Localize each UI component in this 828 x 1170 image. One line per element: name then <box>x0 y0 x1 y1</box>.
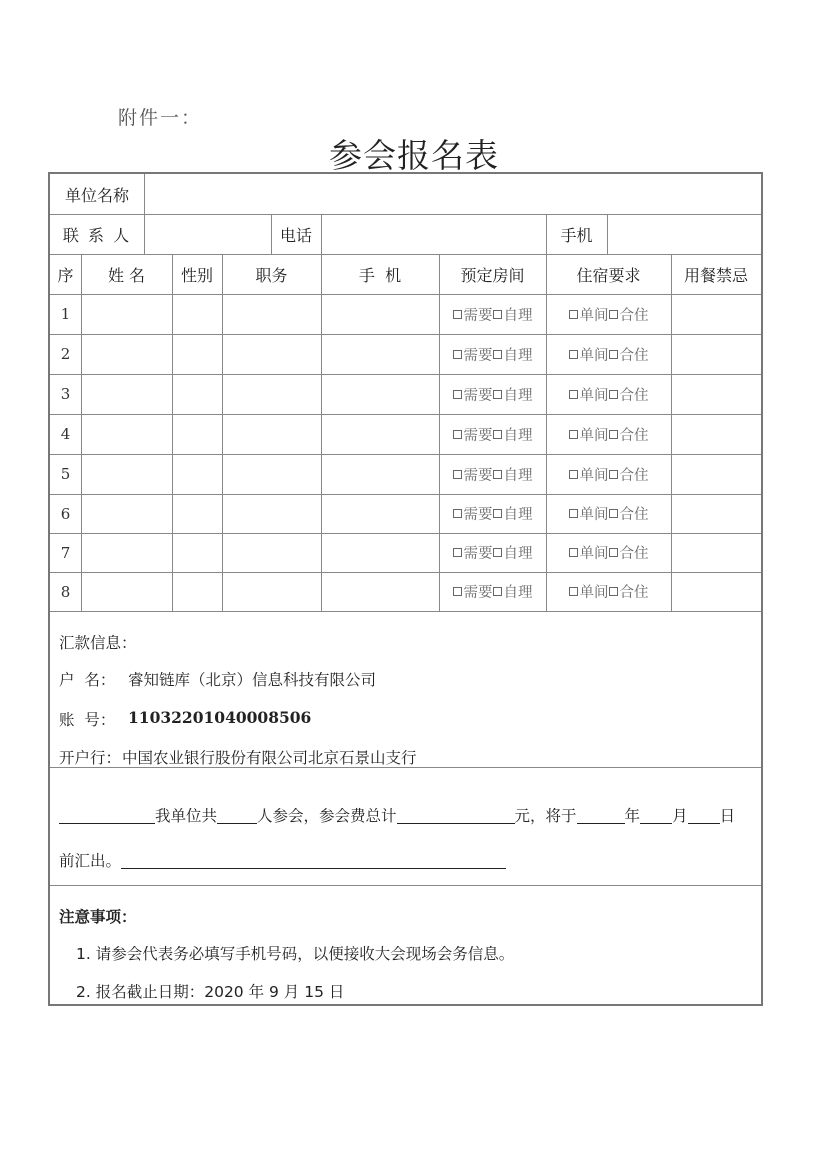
row-number: 6 <box>60 504 71 523</box>
notes-heading: 注意事项： <box>59 908 137 926</box>
room-options <box>439 414 546 454</box>
checkbox[interactable] <box>609 587 618 596</box>
room-option-label: 需要 <box>463 585 493 601</box>
checkbox[interactable] <box>453 470 462 479</box>
row-number: 8 <box>60 582 71 601</box>
bank-name: 中国农业银行股份有限公司北京石景山支行 <box>122 749 417 767</box>
room-options <box>439 533 546 572</box>
divider <box>81 254 82 611</box>
header-dietary: 用餐禁忌 <box>683 265 748 285</box>
fee-sentence <box>59 804 735 826</box>
stay-option-label: 单间 <box>579 467 609 484</box>
room-options <box>439 294 546 334</box>
checkbox[interactable] <box>609 350 618 359</box>
account-number-label: 账 号： <box>59 711 116 729</box>
stay-option-label: 单间 <box>579 585 609 601</box>
row-number: 1 <box>60 305 71 323</box>
registration-form <box>48 172 763 1006</box>
fee-sentence-end <box>59 849 506 871</box>
checkbox[interactable] <box>453 310 462 319</box>
stay-option-label: 单间 <box>579 347 609 364</box>
stay-option-label: 合住 <box>619 585 649 601</box>
form-title: 参会报名表 <box>329 136 499 175</box>
room-option-label: 自理 <box>503 467 533 484</box>
checkbox[interactable] <box>609 390 618 399</box>
header-accommodation: 住宿要求 <box>576 265 641 285</box>
stay-option-label: 合住 <box>619 427 649 444</box>
checkbox[interactable] <box>453 587 462 596</box>
fee-total-blank[interactable] <box>397 805 515 824</box>
room-option-label: 自理 <box>503 427 533 444</box>
divider <box>671 254 672 611</box>
row-number: 7 <box>60 543 71 562</box>
accommodation-options <box>546 572 671 611</box>
day-blank[interactable] <box>688 805 720 824</box>
checkbox[interactable] <box>453 548 462 557</box>
stay-option-label: 单间 <box>579 427 609 444</box>
unit-name-label: 单位名称 <box>64 185 129 205</box>
room-options <box>439 494 546 533</box>
room-option-label: 需要 <box>463 467 493 484</box>
fee-text: 我单位共 <box>155 807 218 825</box>
phone-field[interactable] <box>322 214 546 254</box>
checkbox[interactable] <box>569 390 578 399</box>
attachment-label: 附件一： <box>118 107 203 129</box>
stay-option-label: 合住 <box>619 307 649 324</box>
checkbox[interactable] <box>493 470 502 479</box>
accommodation-options <box>546 374 671 414</box>
checkbox[interactable] <box>493 310 502 319</box>
room-option-label: 自理 <box>503 585 533 601</box>
checkbox[interactable] <box>493 350 502 359</box>
unit-name-field[interactable] <box>145 174 761 214</box>
account-name: 睿知链库（北京）信息科技有限公司 <box>128 671 377 689</box>
payment-heading: 汇款信息： <box>59 634 137 652</box>
checkbox[interactable] <box>453 509 462 518</box>
stay-option-label: 单间 <box>579 546 609 562</box>
row-number: 2 <box>60 345 71 363</box>
stay-option-label: 合住 <box>619 546 649 562</box>
checkbox[interactable] <box>609 509 618 518</box>
checkbox[interactable] <box>453 390 462 399</box>
room-option-label: 自理 <box>503 546 533 562</box>
header-index: 序 <box>57 265 74 285</box>
room-options <box>439 572 546 611</box>
contact-person-field[interactable] <box>145 214 271 254</box>
checkbox[interactable] <box>569 548 578 557</box>
divider <box>50 885 761 886</box>
mobile-field[interactable] <box>608 214 761 254</box>
header-room: 预定房间 <box>460 265 525 285</box>
room-options <box>439 374 546 414</box>
accommodation-options <box>546 414 671 454</box>
stay-option-label: 合住 <box>619 387 649 404</box>
note-item: 2. 报名截止日期：2020 年 9 月 15 日 <box>76 983 345 1001</box>
fee-text: 日 <box>719 807 736 825</box>
room-option-label: 需要 <box>463 387 493 404</box>
bank-label: 开户行： <box>59 749 122 767</box>
divider <box>321 254 322 611</box>
mobile-label: 手机 <box>560 225 593 245</box>
stay-option-label: 合住 <box>619 347 649 364</box>
checkbox[interactable] <box>453 350 462 359</box>
remit-blank[interactable] <box>121 850 506 869</box>
room-option-label: 需要 <box>463 307 493 324</box>
accommodation-options <box>546 454 671 494</box>
header-mobile: 手 机 <box>358 265 402 285</box>
note-item: 1. 请参会代表务必填写手机号码，以便接收大会现场会务信息。 <box>76 945 515 963</box>
room-option-label: 自理 <box>503 507 533 523</box>
accommodation-options <box>546 334 671 374</box>
room-option-label: 自理 <box>503 387 533 404</box>
checkbox[interactable] <box>609 310 618 319</box>
room-options <box>439 334 546 374</box>
checkbox[interactable] <box>493 509 502 518</box>
row-number: 4 <box>60 425 71 443</box>
month-blank[interactable] <box>640 805 672 824</box>
checkbox[interactable] <box>493 548 502 557</box>
header-gender: 性别 <box>180 265 213 285</box>
fee-text: 前汇出。 <box>59 852 122 870</box>
checkbox[interactable] <box>569 587 578 596</box>
fee-text: 人参会，参会费总计 <box>257 807 397 825</box>
fee-text: 元，将于 <box>514 807 577 825</box>
room-option-label: 需要 <box>463 347 493 364</box>
attendee-count-blank[interactable] <box>217 805 257 824</box>
header-name: 姓 名 <box>107 265 146 285</box>
stay-option-label: 合住 <box>619 507 649 523</box>
accommodation-options <box>546 294 671 334</box>
phone-label: 电话 <box>279 225 312 245</box>
stay-option-label: 合住 <box>619 467 649 484</box>
divider <box>50 611 761 612</box>
row-number: 5 <box>60 465 71 483</box>
checkbox[interactable] <box>569 509 578 518</box>
room-option-label: 自理 <box>503 307 533 324</box>
room-options <box>439 454 546 494</box>
checkbox[interactable] <box>453 430 462 439</box>
checkbox[interactable] <box>493 390 502 399</box>
checkbox[interactable] <box>609 548 618 557</box>
header-position: 职务 <box>255 265 288 285</box>
checkbox[interactable] <box>569 350 578 359</box>
checkbox[interactable] <box>609 430 618 439</box>
stay-option-label: 单间 <box>579 507 609 523</box>
room-option-label: 需要 <box>463 427 493 444</box>
year-blank[interactable] <box>577 805 625 824</box>
row-number: 3 <box>60 385 71 403</box>
room-option-label: 需要 <box>463 546 493 562</box>
fee-text: 月 <box>672 807 688 825</box>
checkbox[interactable] <box>609 470 618 479</box>
contact-person-label: 联 系 人 <box>62 225 132 245</box>
room-option-label: 需要 <box>463 507 493 523</box>
checkbox[interactable] <box>493 430 502 439</box>
accommodation-options <box>546 533 671 572</box>
stay-option-label: 单间 <box>579 387 609 404</box>
checkbox[interactable] <box>493 587 502 596</box>
divider <box>222 254 223 611</box>
account-number: 11032201040008506 <box>128 708 312 727</box>
checkbox[interactable] <box>569 470 578 479</box>
checkbox[interactable] <box>569 310 578 319</box>
account-name-label: 户 名： <box>59 671 116 689</box>
divider <box>172 254 173 611</box>
stay-option-label: 单间 <box>579 307 609 324</box>
accommodation-options <box>546 494 671 533</box>
room-option-label: 自理 <box>503 347 533 364</box>
fee-text: 年 <box>624 807 641 825</box>
unit-blank[interactable] <box>59 805 155 824</box>
checkbox[interactable] <box>569 430 578 439</box>
